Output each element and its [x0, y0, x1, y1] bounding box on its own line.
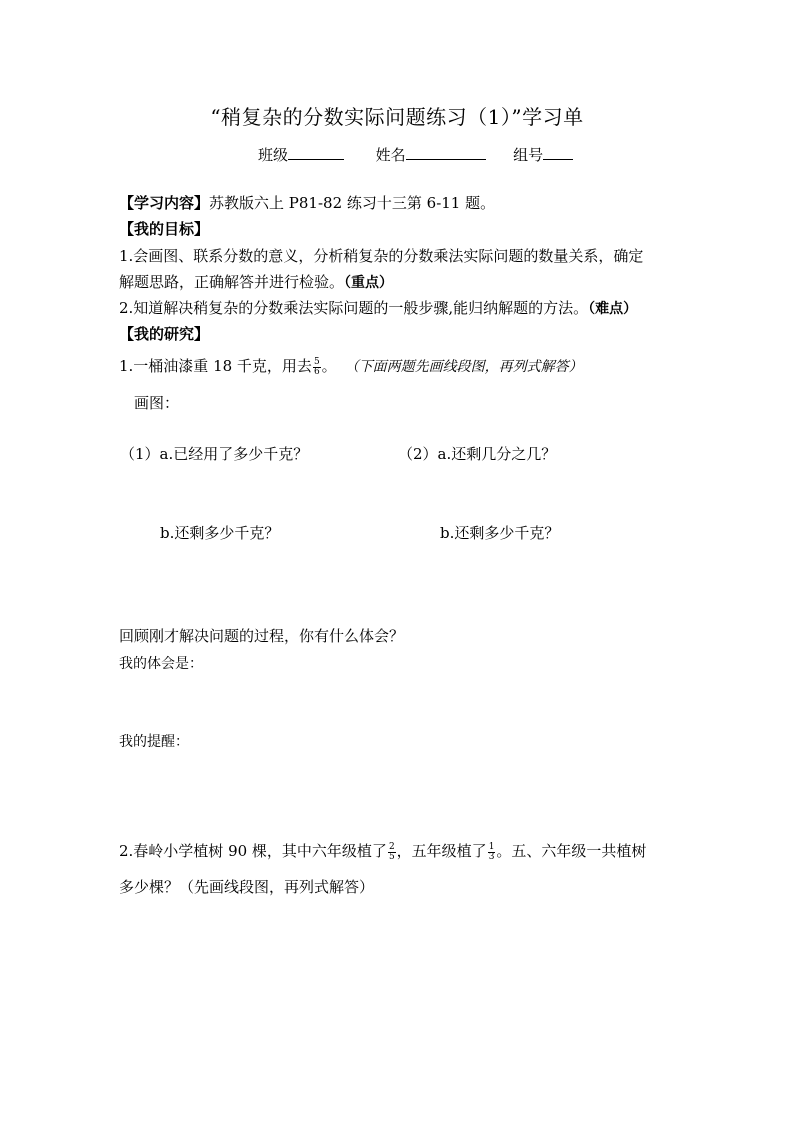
q1-text-a: 1.一桶油漆重 18 千克，用去: [119, 357, 312, 375]
goals-header: 【我的目标】: [119, 220, 210, 238]
q1-part2a: （2）a.还剩几分之几？: [398, 445, 557, 463]
q1-note: （下面两题先画线段图，再列式解答）: [344, 359, 583, 375]
q1-part1b: b.还剩多少千克？: [160, 524, 280, 542]
experience-label: 我的体会是：: [119, 656, 203, 672]
q2-text-c: 。五、六年级一共植树: [496, 842, 647, 860]
name-blank[interactable]: [406, 144, 486, 160]
q2-stem-line2: 多少棵？（先画线段图，再列式解答）: [119, 878, 375, 896]
q2-text-b: ，五年级植了: [396, 842, 487, 860]
goal2-text: 2.知道解决稍复杂的分数乘法实际问题的一般步骤,能归纳解题的方法。: [119, 299, 589, 317]
q2-frac1-den: 5: [388, 851, 395, 862]
content-text: 苏教版六上 P81-82 练习十三第 6-11 题。: [209, 194, 496, 212]
class-label: 班级: [258, 146, 289, 164]
q1-stem: [119, 355, 583, 377]
group-blank[interactable]: [543, 144, 573, 160]
research-header: 【我的研究】: [119, 325, 210, 343]
q2-stem-line1: [119, 840, 646, 862]
q2-frac1-num: 2: [388, 841, 395, 852]
reminder-label: 我的提醒：: [119, 734, 189, 750]
q2-fraction-1: [388, 843, 396, 862]
reflection-question: 回顾刚才解决问题的过程，你有什么体会？: [119, 627, 405, 645]
goal2-line: [119, 297, 637, 318]
content-label: 【学习内容】: [119, 194, 210, 212]
q2-frac2-den: 3: [488, 851, 495, 862]
q1-frac-den: 6: [313, 366, 320, 377]
q1-fraction: [313, 358, 321, 377]
goal2-tag: （难点）: [588, 301, 638, 317]
worksheet-title: “稍复杂的分数实际问题练习（1）”学习单: [210, 105, 584, 129]
q2-fraction-2: [488, 843, 496, 862]
q1-frac-num: 5: [313, 356, 320, 367]
class-blank[interactable]: [288, 144, 344, 160]
q1-part1a: （1）a.已经用了多少千克？: [120, 445, 309, 463]
q1-part2b: b.还剩多少千克？: [440, 524, 560, 542]
student-info-row: [258, 144, 573, 165]
q2-frac2-num: 1: [488, 841, 495, 852]
content-line: [119, 192, 495, 213]
q2-text-a: 2.春岭小学植树 90 棵，其中六年级植了: [119, 842, 387, 860]
goal1-line2: [119, 271, 393, 292]
goal1-line1: 1.会画图、联系分数的意义，分析稍复杂的分数乘法实际问题的数量关系，确定: [119, 247, 644, 265]
draw-label: 画图：: [134, 394, 180, 412]
q1-text-b: 。: [321, 357, 337, 375]
group-label: 组号: [513, 146, 544, 164]
goal1-tag: （重点）: [344, 275, 394, 291]
name-label: 姓名: [375, 146, 406, 164]
goal1-text: 解题思路，正确解答并进行检验。: [119, 273, 345, 291]
